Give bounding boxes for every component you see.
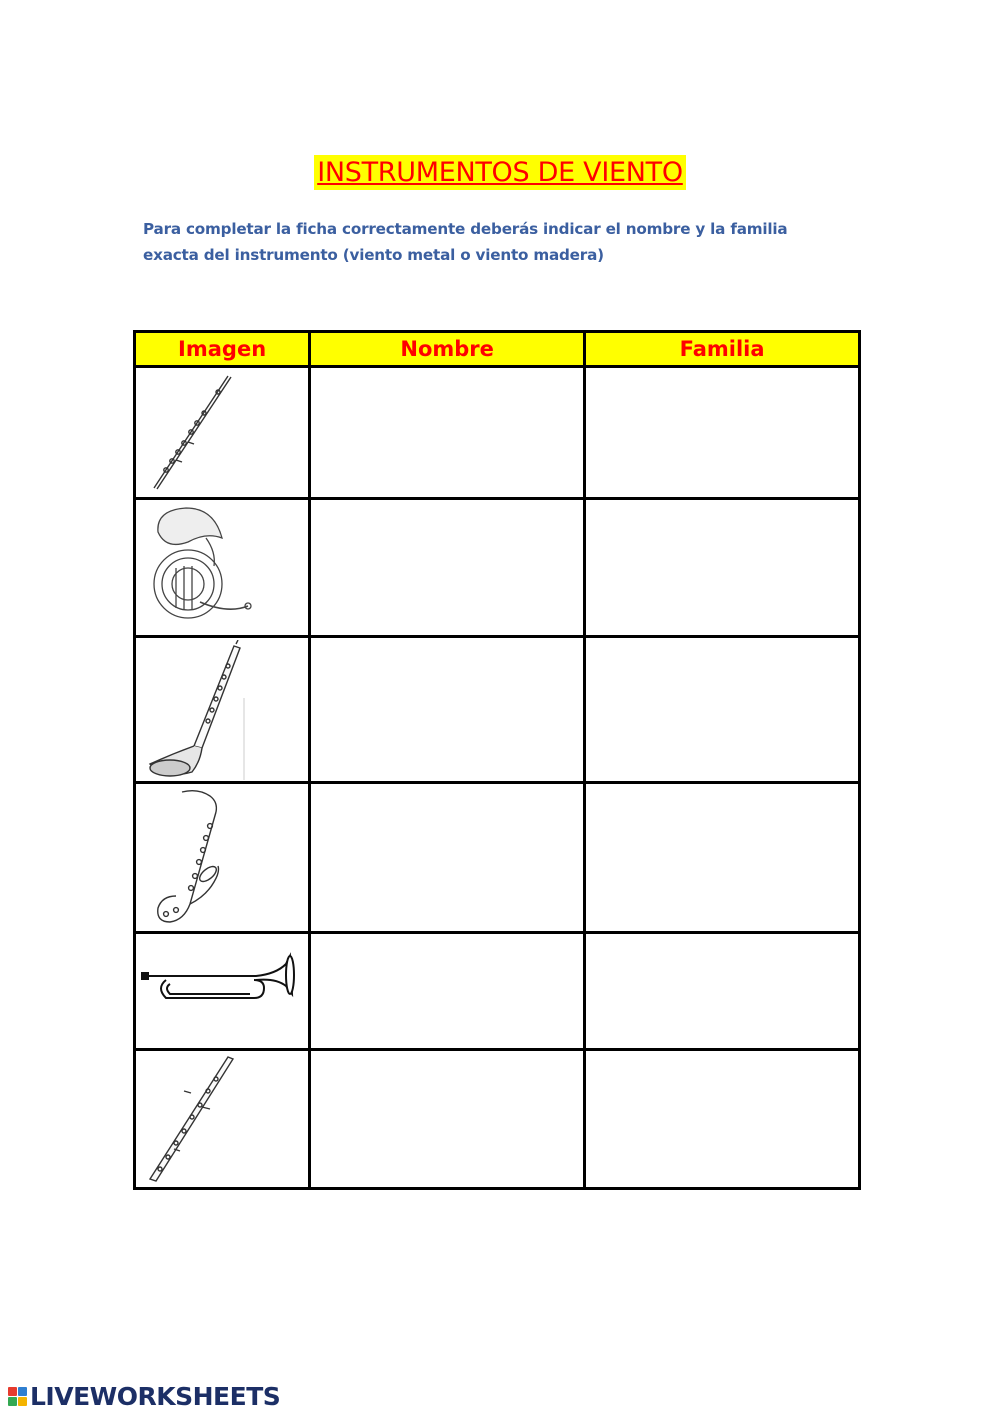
instruments-table [133, 330, 861, 1190]
name-cell[interactable] [310, 499, 585, 637]
image-cell [135, 783, 310, 933]
image-cell [135, 499, 310, 637]
name-cell[interactable] [310, 933, 585, 1050]
bassoon-icon [136, 1053, 310, 1186]
name-cell[interactable] [310, 783, 585, 933]
name-cell[interactable] [310, 367, 585, 499]
instructions-text: Para completar la ficha correctamente deberás indicar el nombre y la familia exacta del instrumento (viento metal o viento madera) [143, 220, 788, 264]
title-wrapper [0, 155, 1000, 190]
page-title: INSTRUMENTOS DE VIENTO [314, 155, 686, 190]
logo-mark-icon [8, 1387, 27, 1406]
table-row [135, 1050, 860, 1189]
image-cell [135, 367, 310, 499]
table-row [135, 367, 860, 499]
image-cell [135, 637, 310, 783]
family-cell[interactable] [585, 367, 860, 499]
bugle-icon [136, 936, 310, 1047]
header-family: Familia [585, 332, 860, 367]
saxophone-icon [136, 786, 310, 930]
brand-text: LIVEWORKSHEETS [30, 1381, 281, 1411]
family-cell[interactable] [585, 499, 860, 637]
image-cell [135, 1050, 310, 1189]
family-cell[interactable] [585, 637, 860, 783]
name-cell[interactable] [310, 1050, 585, 1189]
liveworksheets-logo [8, 1382, 280, 1410]
flute-icon [136, 370, 310, 496]
table-header-row [135, 332, 860, 367]
family-cell[interactable] [585, 933, 860, 1050]
table-row [135, 933, 860, 1050]
table-row [135, 783, 860, 933]
family-cell[interactable] [585, 783, 860, 933]
clarinet-icon [136, 640, 310, 780]
french-horn-icon [136, 502, 310, 634]
header-image: Imagen [135, 332, 310, 367]
image-cell [135, 933, 310, 1050]
table-row [135, 499, 860, 637]
family-cell[interactable] [585, 1050, 860, 1189]
header-name: Nombre [310, 332, 585, 367]
table-row [135, 637, 860, 783]
name-cell[interactable] [310, 637, 585, 783]
